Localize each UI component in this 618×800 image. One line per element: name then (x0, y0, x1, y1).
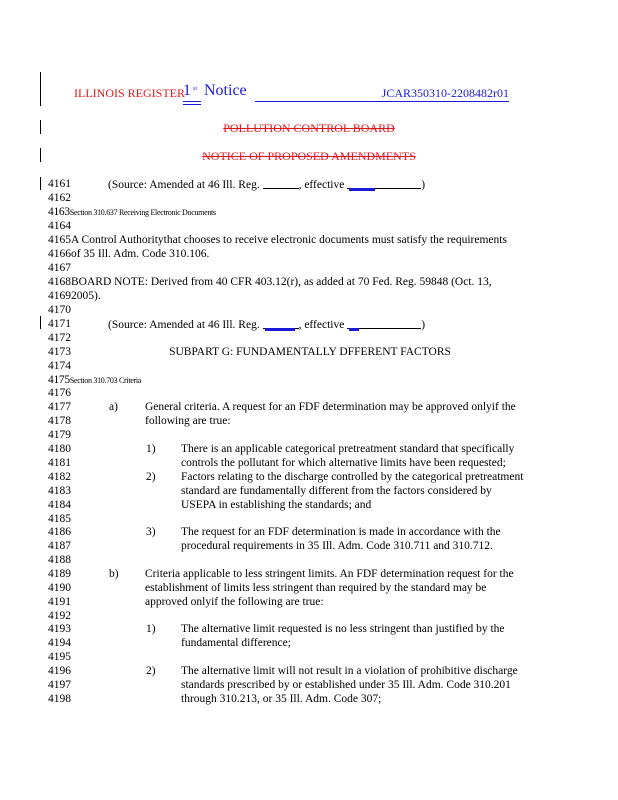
subsection-text: Criteria applicable to less stringent limits. An FDF determination request for the (145, 568, 514, 580)
subsection-text: establishment of limits less stringent than required by the standard may be (145, 582, 487, 594)
item-text: standard are fundamentally different from the factors considered by (181, 485, 492, 497)
line-number (48, 205, 216, 220)
line-number: 4198 (48, 693, 71, 705)
line-number: 4196 (48, 665, 71, 677)
item-text: The alternative limit will not result in a violation of prohibitive discharge (181, 665, 518, 677)
line-number: 4192 (48, 610, 71, 622)
item-label: 1) (146, 443, 156, 455)
line-number: 4191 (48, 596, 71, 608)
line-number: 4172 (48, 332, 71, 344)
line-number: 4173 (48, 346, 71, 358)
line-number (48, 177, 71, 191)
subpart-heading: SUBPART G: FUNDAMENTALLY DFFERENT FACTORS (169, 346, 451, 358)
line-number-4169: 4169 (48, 290, 71, 302)
line-number: 4178 (48, 415, 71, 427)
item-text: USEPA in establishing the standards; and (181, 499, 372, 511)
item-label: 3) (146, 526, 156, 538)
line-number: 4197 (48, 679, 71, 691)
line-number: 4187 (48, 540, 71, 552)
register-label: ILLINOIS REGISTER (74, 86, 185, 100)
line-number: 4182 (48, 471, 71, 483)
notice-title: NOTICE OF PROPOSED AMENDMENTS (202, 149, 416, 163)
line-number: 4188 (48, 554, 71, 566)
item-text: The request for an FDF determination is made in accordance with the (181, 526, 501, 538)
line-number: 4167 (48, 262, 71, 274)
line-number: 4189 (48, 568, 71, 580)
line-number-4168: 4168 (48, 276, 71, 288)
change-bar (40, 72, 41, 106)
board-note-text: 2005). (71, 290, 101, 302)
line-number: 4186 (48, 526, 71, 538)
item-text: controls the pollutant for which alternative limits have been requested; (181, 457, 506, 469)
page-number-underline (183, 101, 201, 102)
line-number: 4164 (48, 220, 71, 232)
item-text: procedural requirements in 35 Ill. Adm. Code 310.711 and 310.712. (181, 540, 493, 552)
item-text: There is an applicable categorical pretreatment standard that specifically (181, 443, 515, 455)
line-number: 4190 (48, 582, 71, 594)
paragraph-text: of 35 Ill. Adm. Code 310.106. (71, 248, 210, 260)
source-note: (Source: Amended at 46 Ill. Reg. , effective ) (108, 319, 426, 331)
board-note-text: BOARD NOTE: Derived from 40 CFR 403.12(r), as added at 70 Fed. Reg. 59848 (Oct. 13, (71, 276, 492, 288)
line-number: 4180 (48, 443, 71, 455)
line-number: 4195 (48, 651, 71, 663)
item-text: through 310.213, or 35 Ill. Adm. Code 307; (181, 693, 382, 705)
source-note: (Source: Amended at 46 Ill. Reg. , effective ) (108, 179, 426, 191)
subsection-label: b) (109, 568, 119, 580)
item-text: Factors relating to the discharge controlled by the categorical pretreatment (181, 471, 524, 483)
subsection-label: a) (109, 401, 118, 413)
line-number: 4174 (48, 360, 71, 372)
line-number: 4193 (48, 623, 71, 635)
notice-label: Notice (204, 82, 247, 99)
subsection-text: General criteria. A request for an FDF determination may be approved onlyif the (145, 401, 516, 413)
line-number: 4177 (48, 401, 71, 413)
change-bar (40, 177, 41, 190)
page-number: 1 (183, 82, 191, 99)
line-number: 4194 (48, 637, 71, 649)
paragraph-line (48, 233, 507, 247)
item-text: standards prescribed by or established under 35 Ill. Adm. Code 310.201 (181, 679, 511, 691)
board-title: POLLUTION CONTROL BOARD (223, 121, 395, 135)
line-number: 4162 (48, 192, 71, 204)
line-number: 4183 (48, 485, 71, 497)
page-number-underline (183, 104, 201, 105)
section-heading: Section 310.703 Criteria (69, 376, 142, 385)
item-label: 1) (146, 623, 156, 635)
page-number-suffix: st (193, 86, 198, 92)
line-number: 4185 (48, 513, 71, 525)
line-number: 4170 (48, 304, 71, 316)
line-number: 4181 (48, 457, 71, 469)
board-note-line (48, 275, 492, 289)
line-number-4161: 4161 (48, 178, 71, 190)
line-number-4163: 4163 (48, 206, 70, 218)
subsection-text: approved onlyif the following are true: (145, 596, 324, 608)
item-label: 2) (146, 471, 156, 483)
paragraph-text: A Control Authoritythat chooses to receive electronic documents must satisfy the requirements (71, 234, 507, 246)
section-heading: Section 310.637 Receiving Electronic Documents (69, 208, 216, 217)
item-label: 2) (146, 665, 156, 677)
line-number: 4179 (48, 429, 71, 441)
subsection-text: following are true: (145, 415, 231, 427)
line-number: 4184 (48, 499, 71, 511)
board-note-line (48, 289, 101, 303)
line-number: 4171 (48, 318, 71, 330)
item-text: fundamental difference; (181, 637, 291, 649)
line-number-4166: 4166 (48, 248, 71, 260)
document-reference: JCAR350310-2208482r01 (255, 86, 509, 102)
line-number-4175: 4175 (48, 374, 70, 386)
change-bar (40, 316, 41, 329)
line-number-4165: 4165 (48, 234, 71, 246)
paragraph-line (48, 247, 209, 261)
line-number: 4176 (48, 387, 71, 399)
item-text: The alternative limit requested is no less stringent than justified by the (181, 623, 505, 635)
